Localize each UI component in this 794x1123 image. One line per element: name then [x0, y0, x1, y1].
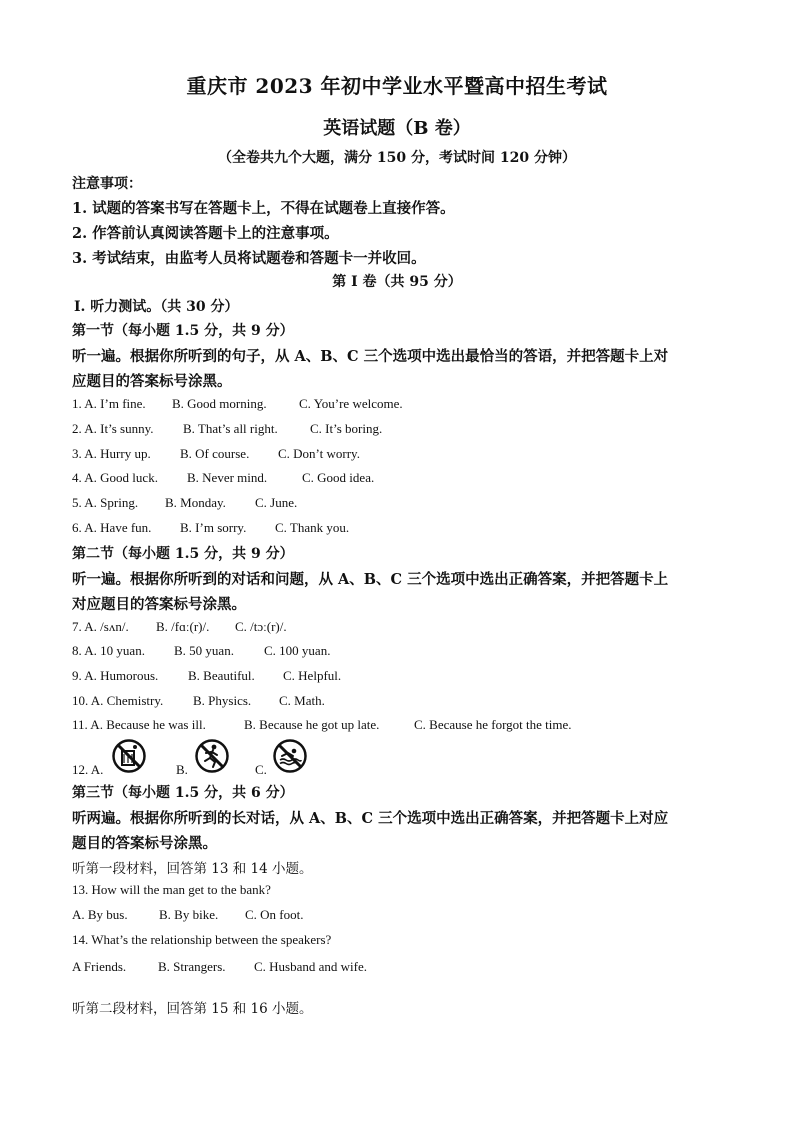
- option-c: C. /tɔː(r)/.: [235, 619, 287, 634]
- exam-subtitle: 英语试题（B 卷）: [323, 118, 471, 139]
- question-stem-option-a: 1. A. I’m fine.: [72, 396, 146, 411]
- section2-instruction: 听一遍。根据你所听到的对话和问题，从 A、B、C 三个选项中选出正确答案，并把答题卡上: [72, 571, 669, 588]
- section2-title: 第二节（每小题 1.5 分，共 9 分）: [72, 546, 294, 562]
- question-13: 13. How will the man get to the bank?: [72, 882, 271, 897]
- note-item: 3. 考试结束，由监考人员将试题卷和答题卡一并收回。: [72, 250, 426, 267]
- section3-instruction-cont: 题目的答案标号涂黑。: [72, 835, 217, 852]
- option-c: C. Helpful.: [283, 668, 342, 683]
- section3-instruction: 听两遍。根据你所听到的长对话，从 A、B、C 三个选项中选出正确答案，并把答题卡上对应: [72, 810, 669, 827]
- notes-heading: 注意事项：: [72, 176, 142, 192]
- option-b: B. I’m sorry.: [180, 520, 247, 535]
- option-b: B. Physics.: [193, 693, 252, 708]
- option-c: C. Because he forgot the time.: [414, 717, 572, 732]
- question-stem-option-a: 7. A. /sʌn/.: [72, 619, 129, 634]
- option-c: C. 100 yuan.: [264, 643, 331, 658]
- option-b: B. Beautiful.: [188, 668, 255, 683]
- volume-heading: 第 I 卷（共 95 分）: [332, 274, 462, 290]
- q13-option-b: B. By bike.: [159, 907, 219, 922]
- option-b: B. Of course.: [180, 446, 250, 461]
- q12-option-b-label: B.: [176, 762, 188, 777]
- option-b: B. Because he got up late.: [244, 717, 380, 732]
- material-1-prompt: 听第一段材料，回答第 13 和 14 小题。: [72, 861, 313, 877]
- section2-instruction-cont: 对应题目的答案标号涂黑。: [72, 596, 246, 613]
- option-b: B. That’s all right.: [183, 421, 278, 436]
- note-item: 1. 试题的答案书写在答题卡上，不得在试题卷上直接作答。: [72, 200, 455, 217]
- material-2-prompt: 听第二段材料，回答第 15 和 16 小题。: [72, 1001, 313, 1017]
- option-b: B. Never mind.: [187, 470, 268, 485]
- no-littering-sign-icon: [112, 739, 146, 773]
- q12-option-c-label: C.: [255, 762, 267, 777]
- q13-option-c: C. On foot.: [245, 907, 304, 922]
- part1-title: Ⅰ. 听力测试。（共 30 分）: [74, 299, 239, 315]
- question-stem-option-a: 10. A. Chemistry.: [72, 693, 164, 708]
- question-stem-option-a: 5. A. Spring.: [72, 495, 139, 510]
- option-c: C. Math.: [279, 693, 325, 708]
- question-stem-option-a: 8. A. 10 yuan.: [72, 643, 145, 658]
- q12-option-a-label: 12. A.: [72, 762, 104, 777]
- section1-instruction-cont: 应题目的答案标号涂黑。: [72, 373, 232, 390]
- option-c: C. June.: [255, 495, 298, 510]
- q14-option-c: C. Husband and wife.: [254, 959, 368, 974]
- question-stem-option-a: 9. A. Humorous.: [72, 668, 159, 683]
- option-c: C. Thank you.: [275, 520, 350, 535]
- option-c: C. You’re welcome.: [299, 396, 403, 411]
- no-running-sign-icon: [195, 739, 229, 773]
- question-stem-option-a: 4. A. Good luck.: [72, 470, 158, 485]
- option-c: C. Good idea.: [302, 470, 375, 485]
- section3-title: 第三节（每小题 1.5 分，共 6 分）: [72, 785, 294, 801]
- option-c: C. Don’t worry.: [278, 446, 360, 461]
- q14-option-b: B. Strangers.: [158, 959, 226, 974]
- question-14: 14. What’s the relationship between the speakers?: [72, 932, 332, 947]
- section1-title: 第一节（每小题 1.5 分，共 9 分）: [72, 323, 294, 339]
- exam-info: （全卷共九个大题，满分 150 分，考试时间 120 分钟）: [218, 150, 576, 166]
- question-stem-option-a: 6. A. Have fun.: [72, 520, 152, 535]
- q13-option-a: A. By bus.: [72, 907, 128, 922]
- option-c: C. It’s boring.: [310, 421, 383, 436]
- no-swimming-sign-icon: [273, 739, 307, 773]
- question-stem-option-a: 3. A. Hurry up.: [72, 446, 151, 461]
- exam-title: 重庆市 2023 年初中学业水平暨高中招生考试: [186, 74, 608, 98]
- section1-instruction: 听一遍。根据你所听到的句子，从 A、B、C 三个选项中选出最恰当的答语，并把答题卡上对: [72, 348, 669, 365]
- option-b: B. /fɑː(r)/.: [156, 619, 210, 634]
- option-b: B. Good morning.: [172, 396, 267, 411]
- q14-option-a: A Friends.: [72, 959, 127, 974]
- question-stem-option-a: 11. A. Because he was ill.: [72, 717, 206, 732]
- option-b: B. Monday.: [165, 495, 226, 510]
- option-b: B. 50 yuan.: [174, 643, 234, 658]
- question-stem-option-a: 2. A. It’s sunny.: [72, 421, 154, 436]
- note-item: 2. 作答前认真阅读答题卡上的注意事项。: [72, 225, 339, 242]
